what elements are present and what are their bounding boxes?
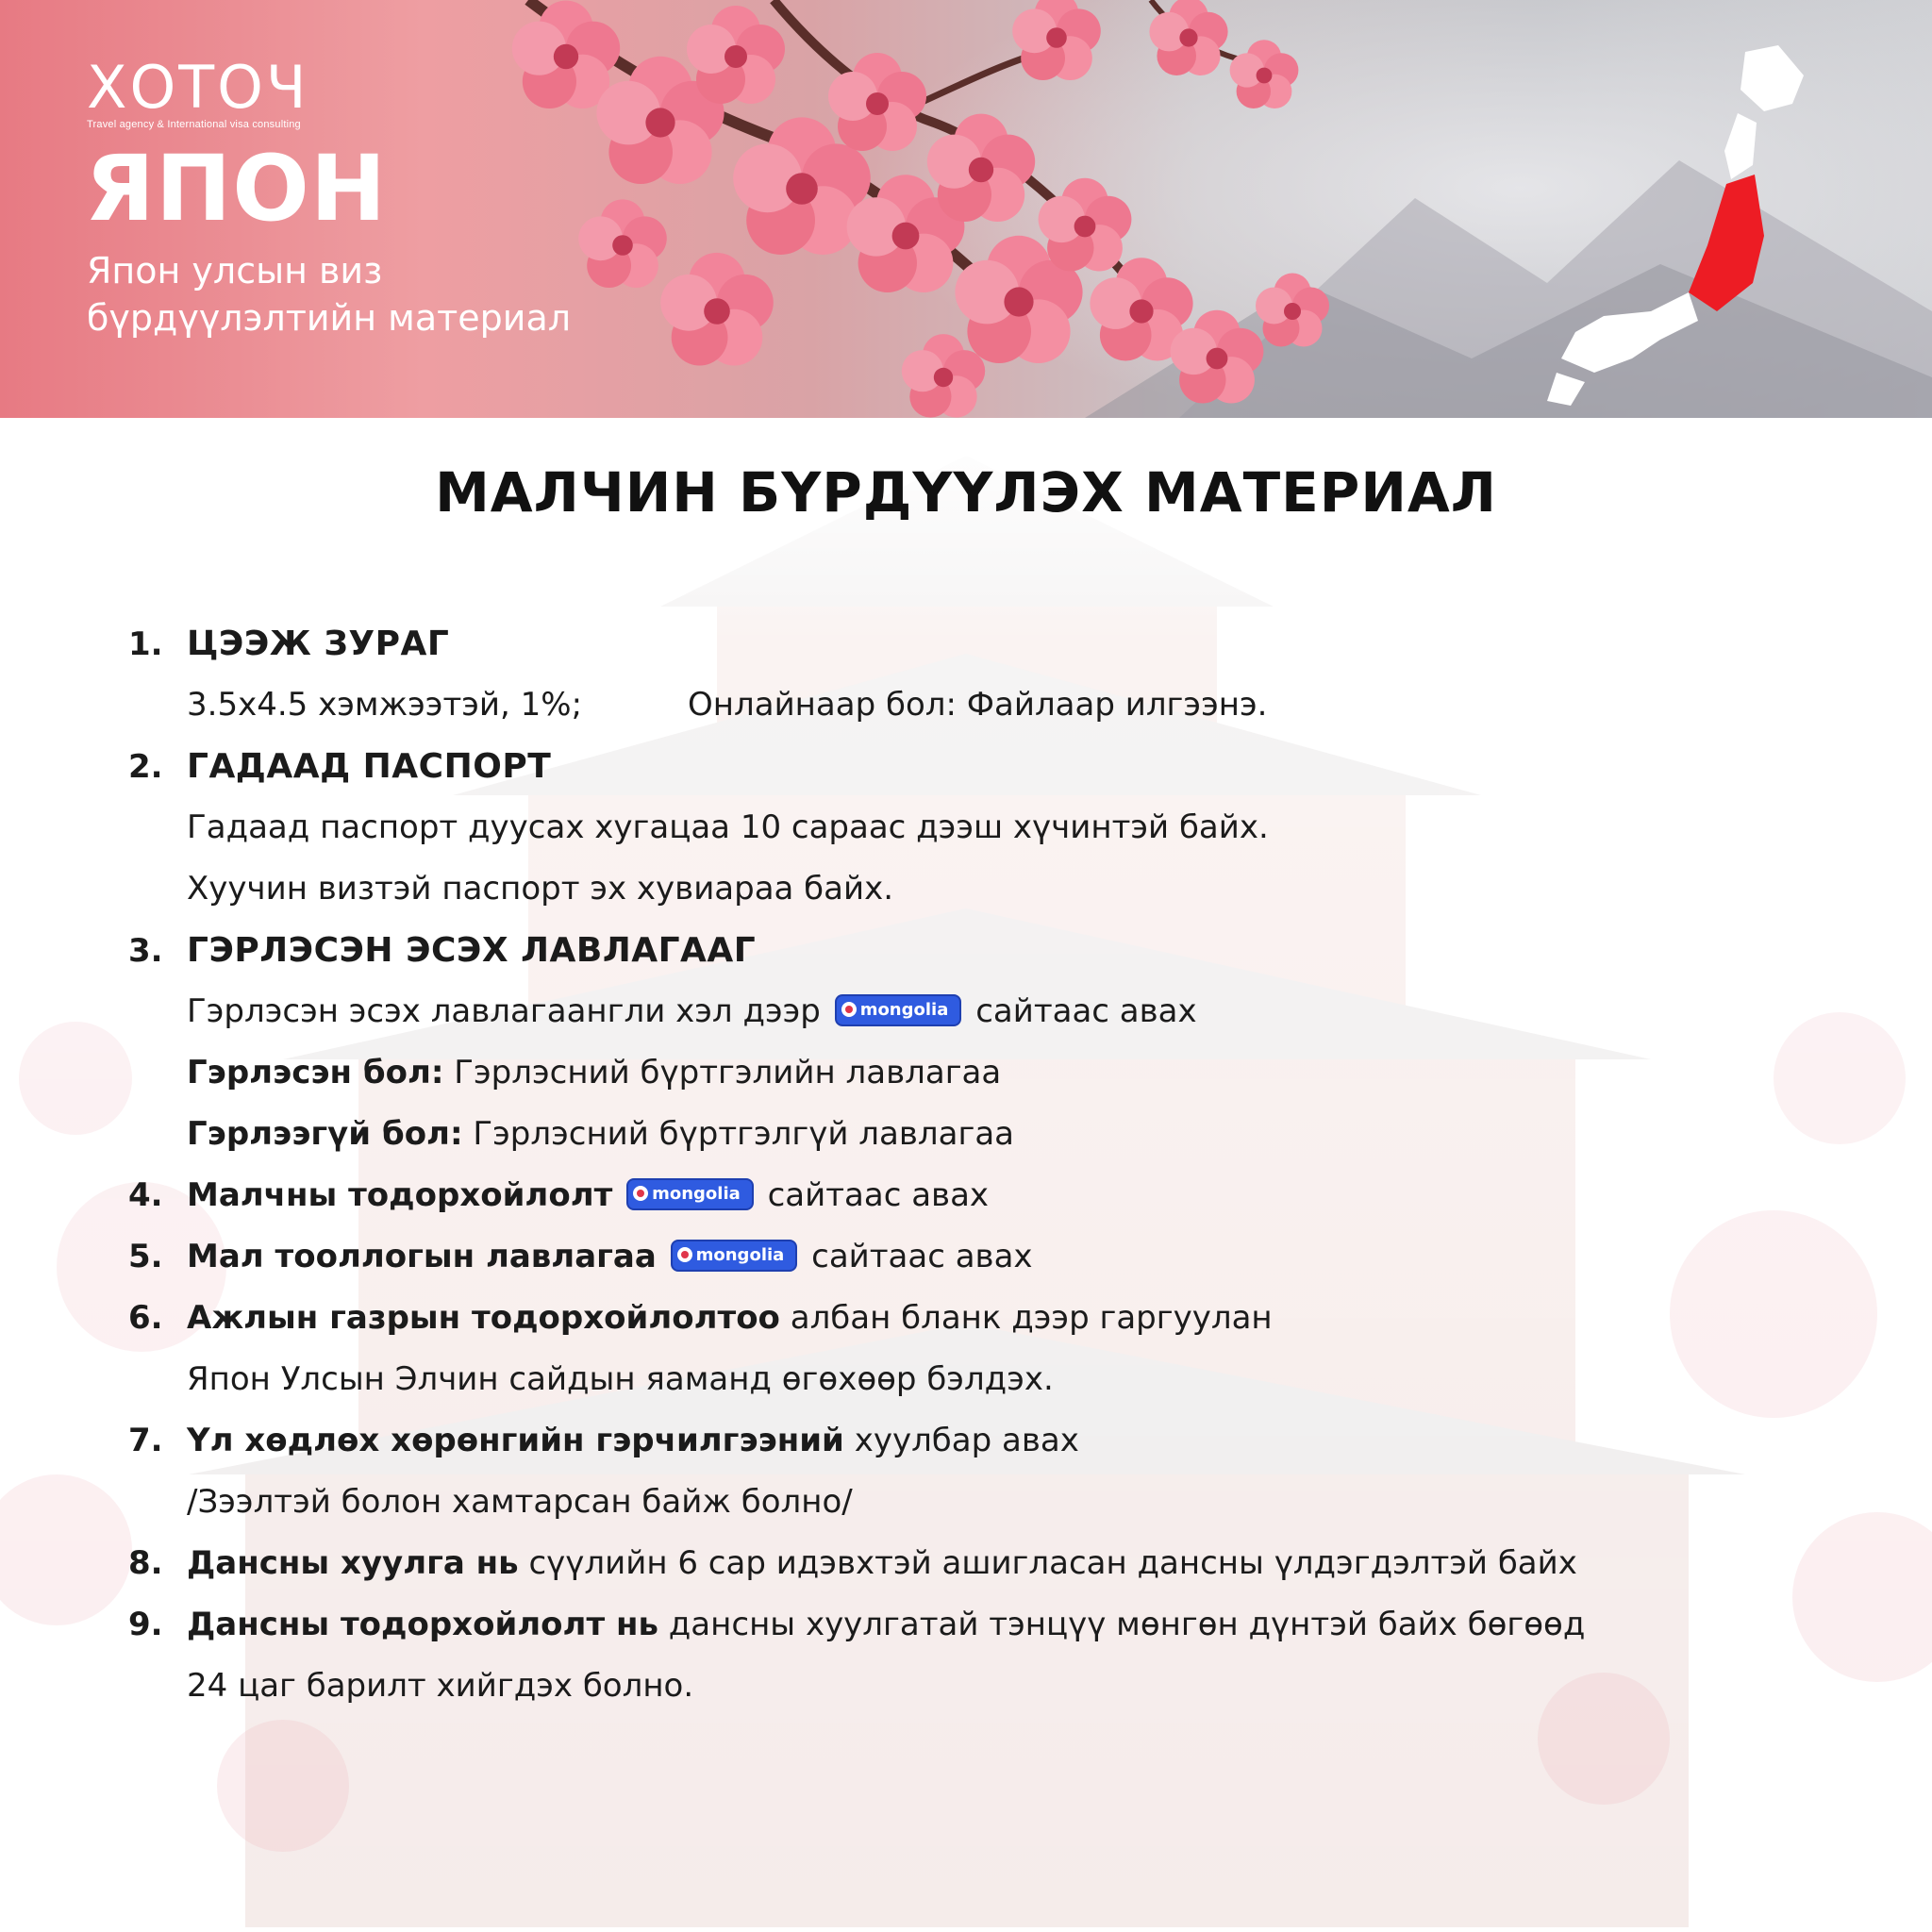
list-item-2 — [128, 736, 1826, 797]
e-mongolia-icon — [841, 1002, 857, 1017]
married-text: Гэрлэсний бүртгэлийн лавлагаа — [454, 1054, 1002, 1091]
item-bold-text: Үл хөдлөх хөрөнгийн гэрчилгээний — [187, 1422, 844, 1459]
e-mongolia-badge — [835, 994, 962, 1026]
single-label: Гэрлээгүй бол: — [187, 1115, 463, 1153]
item-3-married — [128, 1042, 1826, 1104]
item-3-line-1 — [128, 981, 1826, 1042]
item-2-line-1: Гадаад паспорт дуусах хугацаа 10 сараас дээш хүчинтэй байх. — [187, 808, 1269, 846]
item-text: сүүлийн 6 сар идэвхтэй ашигласан дансны үлдэгдэлтэй байх — [528, 1544, 1577, 1582]
item-9-line-2: 24 цаг барилт хийгдэх болно. — [187, 1667, 694, 1705]
item-text: сайтаас авах — [767, 1176, 990, 1214]
item-number: 3. — [128, 932, 163, 970]
item-text: албан бланк дээр гаргуулан — [790, 1299, 1273, 1337]
photo-online-text: Онлайнаар бол: Файлаар илгээнэ. — [688, 686, 1268, 724]
item-number: 2. — [128, 748, 163, 786]
requirements-list — [128, 613, 1826, 1717]
badge-label: mongolia — [652, 1183, 741, 1204]
badge-label: mongolia — [859, 999, 949, 1020]
item-bold-text: Ажлын газрын тодорхойлолтоо — [187, 1299, 780, 1337]
list-item-5 — [128, 1226, 1826, 1288]
list-item-9 — [128, 1594, 1826, 1656]
item-number: 4. — [128, 1176, 163, 1214]
item-7-line-2: /Зээлтэй болон хамтарсан байж болно/ — [187, 1483, 853, 1521]
e-mongolia-icon — [677, 1247, 692, 1262]
item-heading: ГАДААД ПАСПОРТ — [187, 747, 552, 786]
item-number: 9. — [128, 1606, 163, 1643]
item-heading: ЦЭЭЖ ЗУРАГ — [187, 625, 450, 663]
item-text: сайтаас авах — [811, 1238, 1033, 1275]
page-title: МАЛЧИН БҮРДҮҮЛЭХ МАТЕРИАЛ — [435, 460, 1497, 525]
e-mongolia-badge — [671, 1240, 798, 1272]
item-bold-text: Мал тооллогын лавлагаа — [187, 1238, 657, 1275]
list-item-3 — [128, 920, 1826, 981]
e-mongolia-icon — [633, 1186, 648, 1201]
brand-name: ХОТОЧ — [87, 53, 309, 122]
badge-label: mongolia — [695, 1244, 785, 1265]
country-title: ЯПОН — [85, 136, 388, 242]
item-number: 8. — [128, 1544, 163, 1582]
e-mongolia-badge — [626, 1178, 754, 1210]
item-3-single — [128, 1104, 1826, 1165]
item-text: Гэрлэсэн эсэх лавлагаангли хэл дээр — [187, 992, 821, 1030]
list-item-1 — [128, 613, 1826, 675]
item-bold-text: Малчны тодорхойлолт — [187, 1176, 613, 1214]
single-text: Гэрлэсний бүртгэлгүй лавлагаа — [473, 1115, 1014, 1153]
list-item-8 — [128, 1533, 1826, 1594]
item-number: 5. — [128, 1238, 163, 1275]
item-number: 1. — [128, 625, 163, 663]
item-1-detail — [128, 675, 1826, 736]
item-number: 6. — [128, 1299, 163, 1337]
item-bold-text: Дансны хуулга нь — [187, 1544, 519, 1582]
item-bold-text: Дансны тодорхойлолт нь — [187, 1606, 658, 1643]
item-number: 7. — [128, 1422, 163, 1459]
item-text: хуулбар авах — [854, 1422, 1079, 1459]
subtitle-line-1: Япон улсын виз — [87, 250, 383, 291]
item-heading: ГЭРЛЭСЭН ЭСЭХ ЛАВЛАГААГ — [187, 931, 757, 970]
married-label: Гэрлэсэн бол: — [187, 1054, 444, 1091]
item-text: сайтаас авах — [975, 992, 1197, 1030]
photo-size-text: 3.5х4.5 хэмжээтэй, 1%; — [187, 686, 583, 724]
item-6-line-2: Япон Улсын Элчин сайдын яаманд өгөхөөр бэлдэх. — [187, 1360, 1054, 1398]
item-text: дансны хуулгатай тэнцүү мөнгөн дүнтэй байх бөгөөд — [668, 1606, 1586, 1643]
brand-tagline: Travel agency & International visa consulting — [87, 119, 301, 130]
list-item-4 — [128, 1165, 1826, 1226]
list-item-7 — [128, 1410, 1826, 1472]
subtitle-line-2: бүрдүүлэлтийн материал — [87, 297, 572, 339]
item-2-line-2: Хуучин визтэй паспорт эх хувиараа байх. — [187, 870, 894, 908]
brand-logo — [87, 53, 309, 130]
list-item-6 — [128, 1288, 1826, 1349]
header-banner — [0, 0, 1932, 418]
banner-subtitle — [87, 247, 653, 341]
